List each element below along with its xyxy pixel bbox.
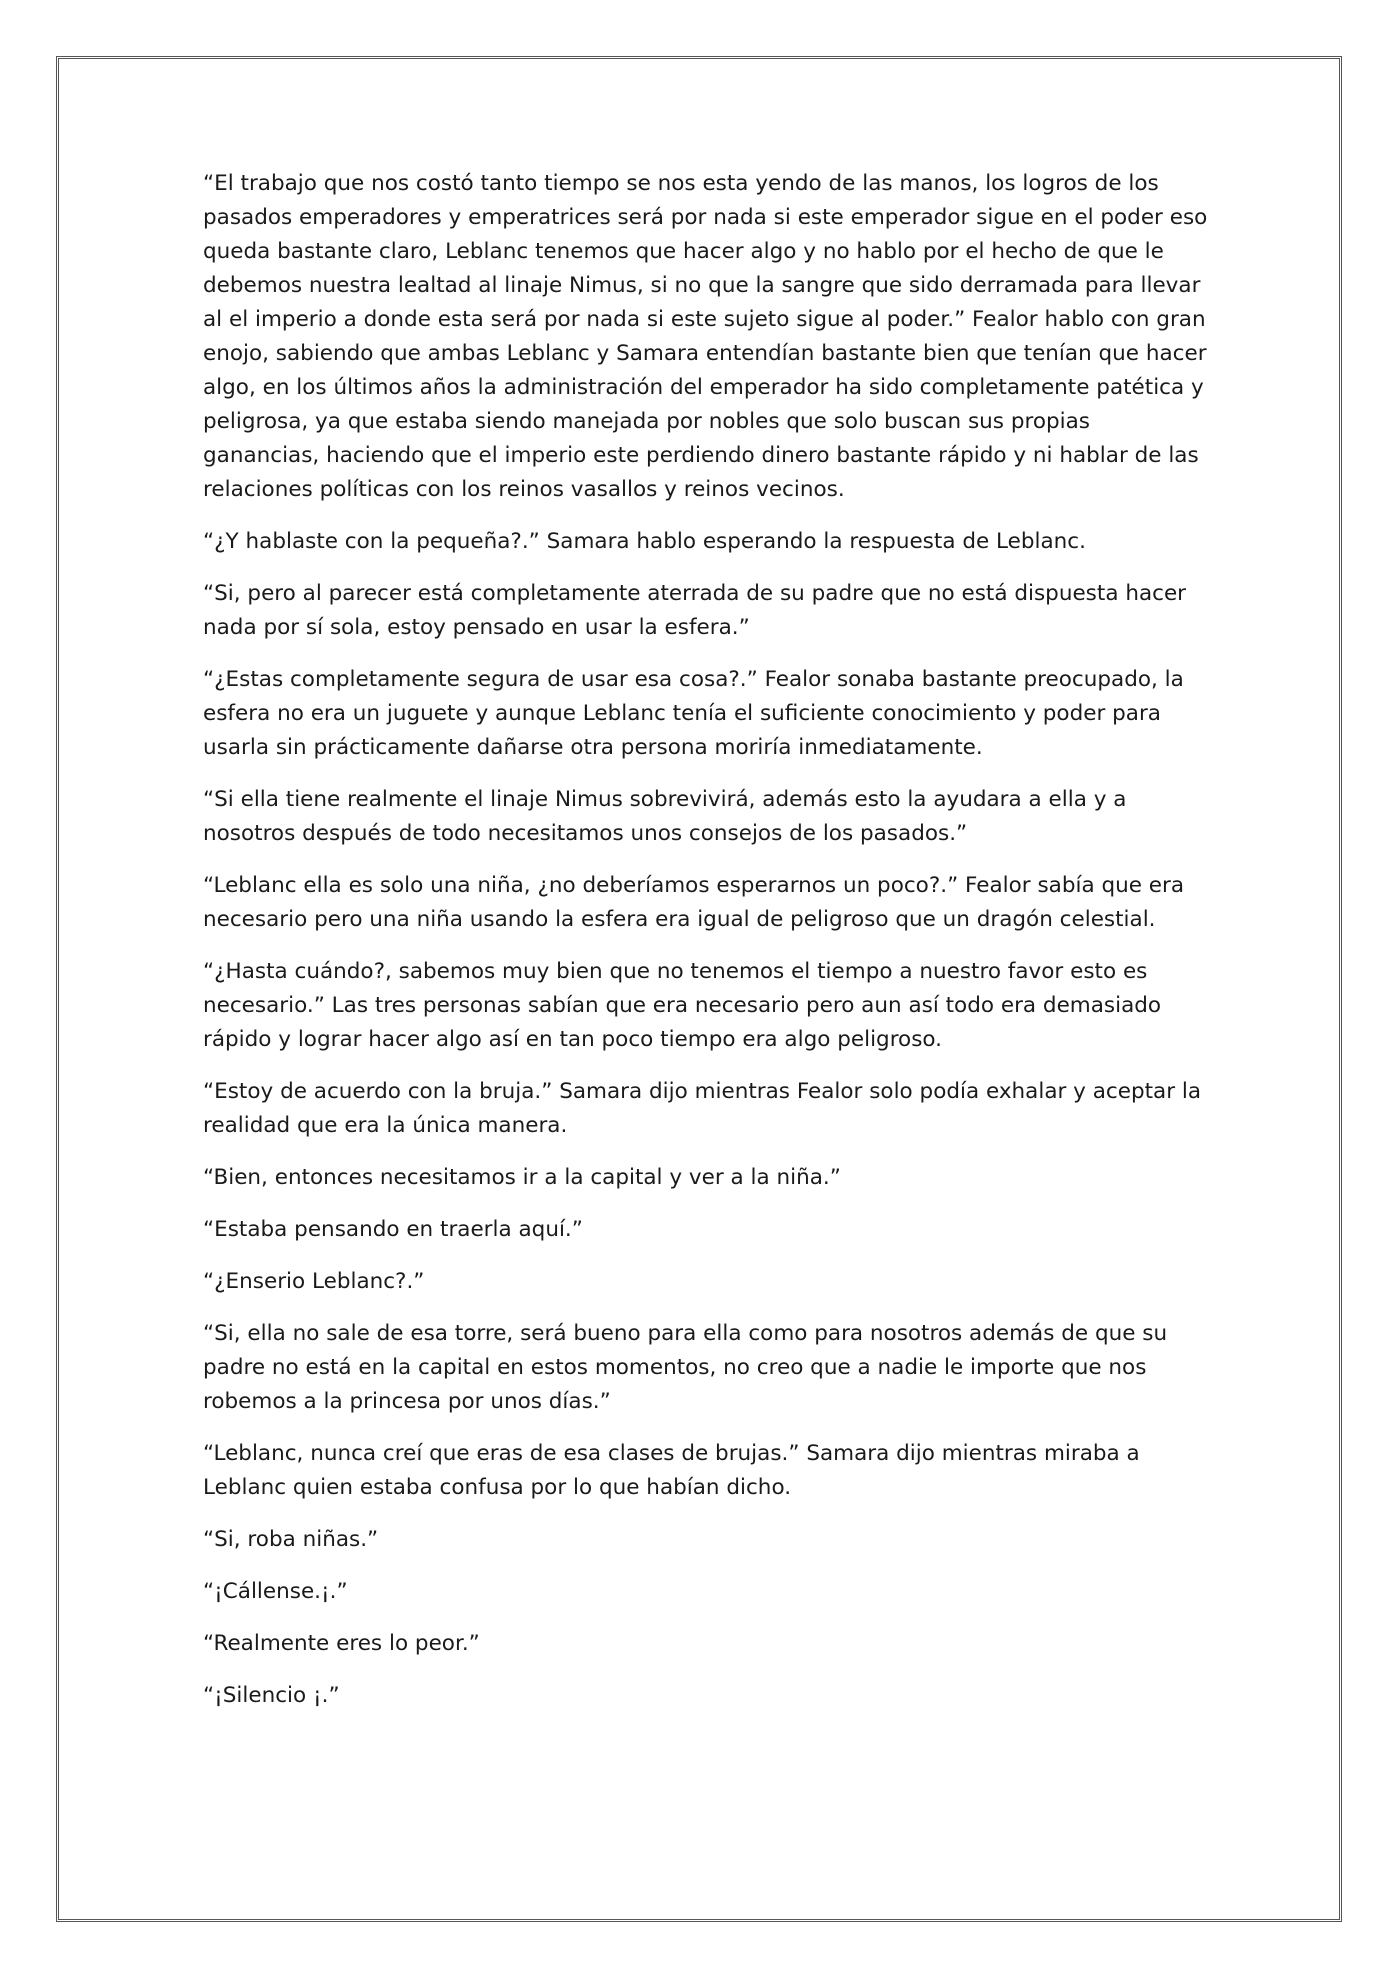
paragraph: “¡Cállense.¡.” — [203, 1579, 348, 1604]
paragraph: “Realmente eres lo peor.” — [203, 1631, 480, 1656]
page-frame — [56, 56, 1342, 1922]
paragraph: “Si ella tiene realmente el linaje Nimus sobrevivirá, además esto la ayudara a ella y a nosotros después de todo necesitamos unos consejos de los pasados.” — [203, 787, 1127, 846]
paragraph: “Leblanc, nunca creí que eras de esa clases de brujas.” Samara dijo mientras miraba a Leblanc quien estaba confusa por lo que habían dicho. — [203, 1441, 1140, 1500]
paragraph: “Si, roba niñas.” — [203, 1527, 379, 1552]
paragraph: “¡Silencio ¡.” — [203, 1683, 340, 1708]
paragraph: “Si, pero al parecer está completamente aterrada de su padre que no está dispuesta hacer nada por sí sola, estoy pensado en usar la esfera.” — [203, 581, 1187, 640]
paragraph: “Leblanc ella es solo una niña, ¿no deberíamos esperarnos un poco?.” Fealor sabía que era necesario pero una niña usando la esfera era igual de peligroso que un dragón celestial. — [203, 873, 1185, 932]
document-body — [203, 167, 1213, 1731]
paragraph: “Bien, entonces necesitamos ir a la capital y ver a la niña.” — [203, 1165, 841, 1190]
paragraph: “Estoy de acuerdo con la bruja.” Samara dijo mientras Fealor solo podía exhalar y aceptar la realidad que era la única manera. — [203, 1079, 1202, 1138]
paragraph: “¿Enserio Leblanc?.” — [203, 1269, 425, 1294]
paragraph: “El trabajo que nos costó tanto tiempo se nos esta yendo de las manos, los logros de los pasados emperadores y emperatrices será por nada si este emperador sigue en el poder eso queda bastante claro, Leblanc tenemos que hacer algo y no hablo por el hecho de que le debemos nuestra lealtad al linaje Nimus, si no que la sangre que sido derramada para llevar al el imperio a donde esta será por nada si este sujeto sigue al poder.” Fealor hablo con gran enojo, sabiendo que ambas Leblanc y Samara entendían bastante bien que tenían que hacer algo, en los últimos años la administración del emperador ha sido completamente patética y peligrosa, ya que estaba siendo manejada por nobles que solo buscan sus propias ganancias, haciendo que el imperio este perdiendo dinero bastante rápido y ni hablar de las relaciones políticas con los reinos vasallos y reinos vecinos. — [203, 171, 1208, 502]
paragraph: “Si, ella no sale de esa torre, será bueno para ella como para nosotros además de que su padre no está en la capital en estos momentos, no creo que a nadie le importe que nos robemos a la princesa por unos días.” — [203, 1321, 1168, 1414]
paragraph: “¿Y hablaste con la pequeña?.” Samara hablo esperando la respuesta de Leblanc. — [203, 529, 1086, 554]
paragraph: “Estaba pensando en traerla aquí.” — [203, 1217, 583, 1242]
paragraph: “¿Estas completamente segura de usar esa cosa?.” Fealor sonaba bastante preocupado, la esfera no era un juguete y aunque Leblanc tenía el suficiente conocimiento y poder para usarla sin prácticamente dañarse otra persona moriría inmediatamente. — [203, 667, 1184, 760]
paragraph: “¿Hasta cuándo?, sabemos muy bien que no tenemos el tiempo a nuestro favor esto es necesario.” Las tres personas sabían que era necesario pero aun así todo era demasiado rápido y lograr hacer algo así en tan poco tiempo era algo peligroso. — [203, 959, 1162, 1052]
